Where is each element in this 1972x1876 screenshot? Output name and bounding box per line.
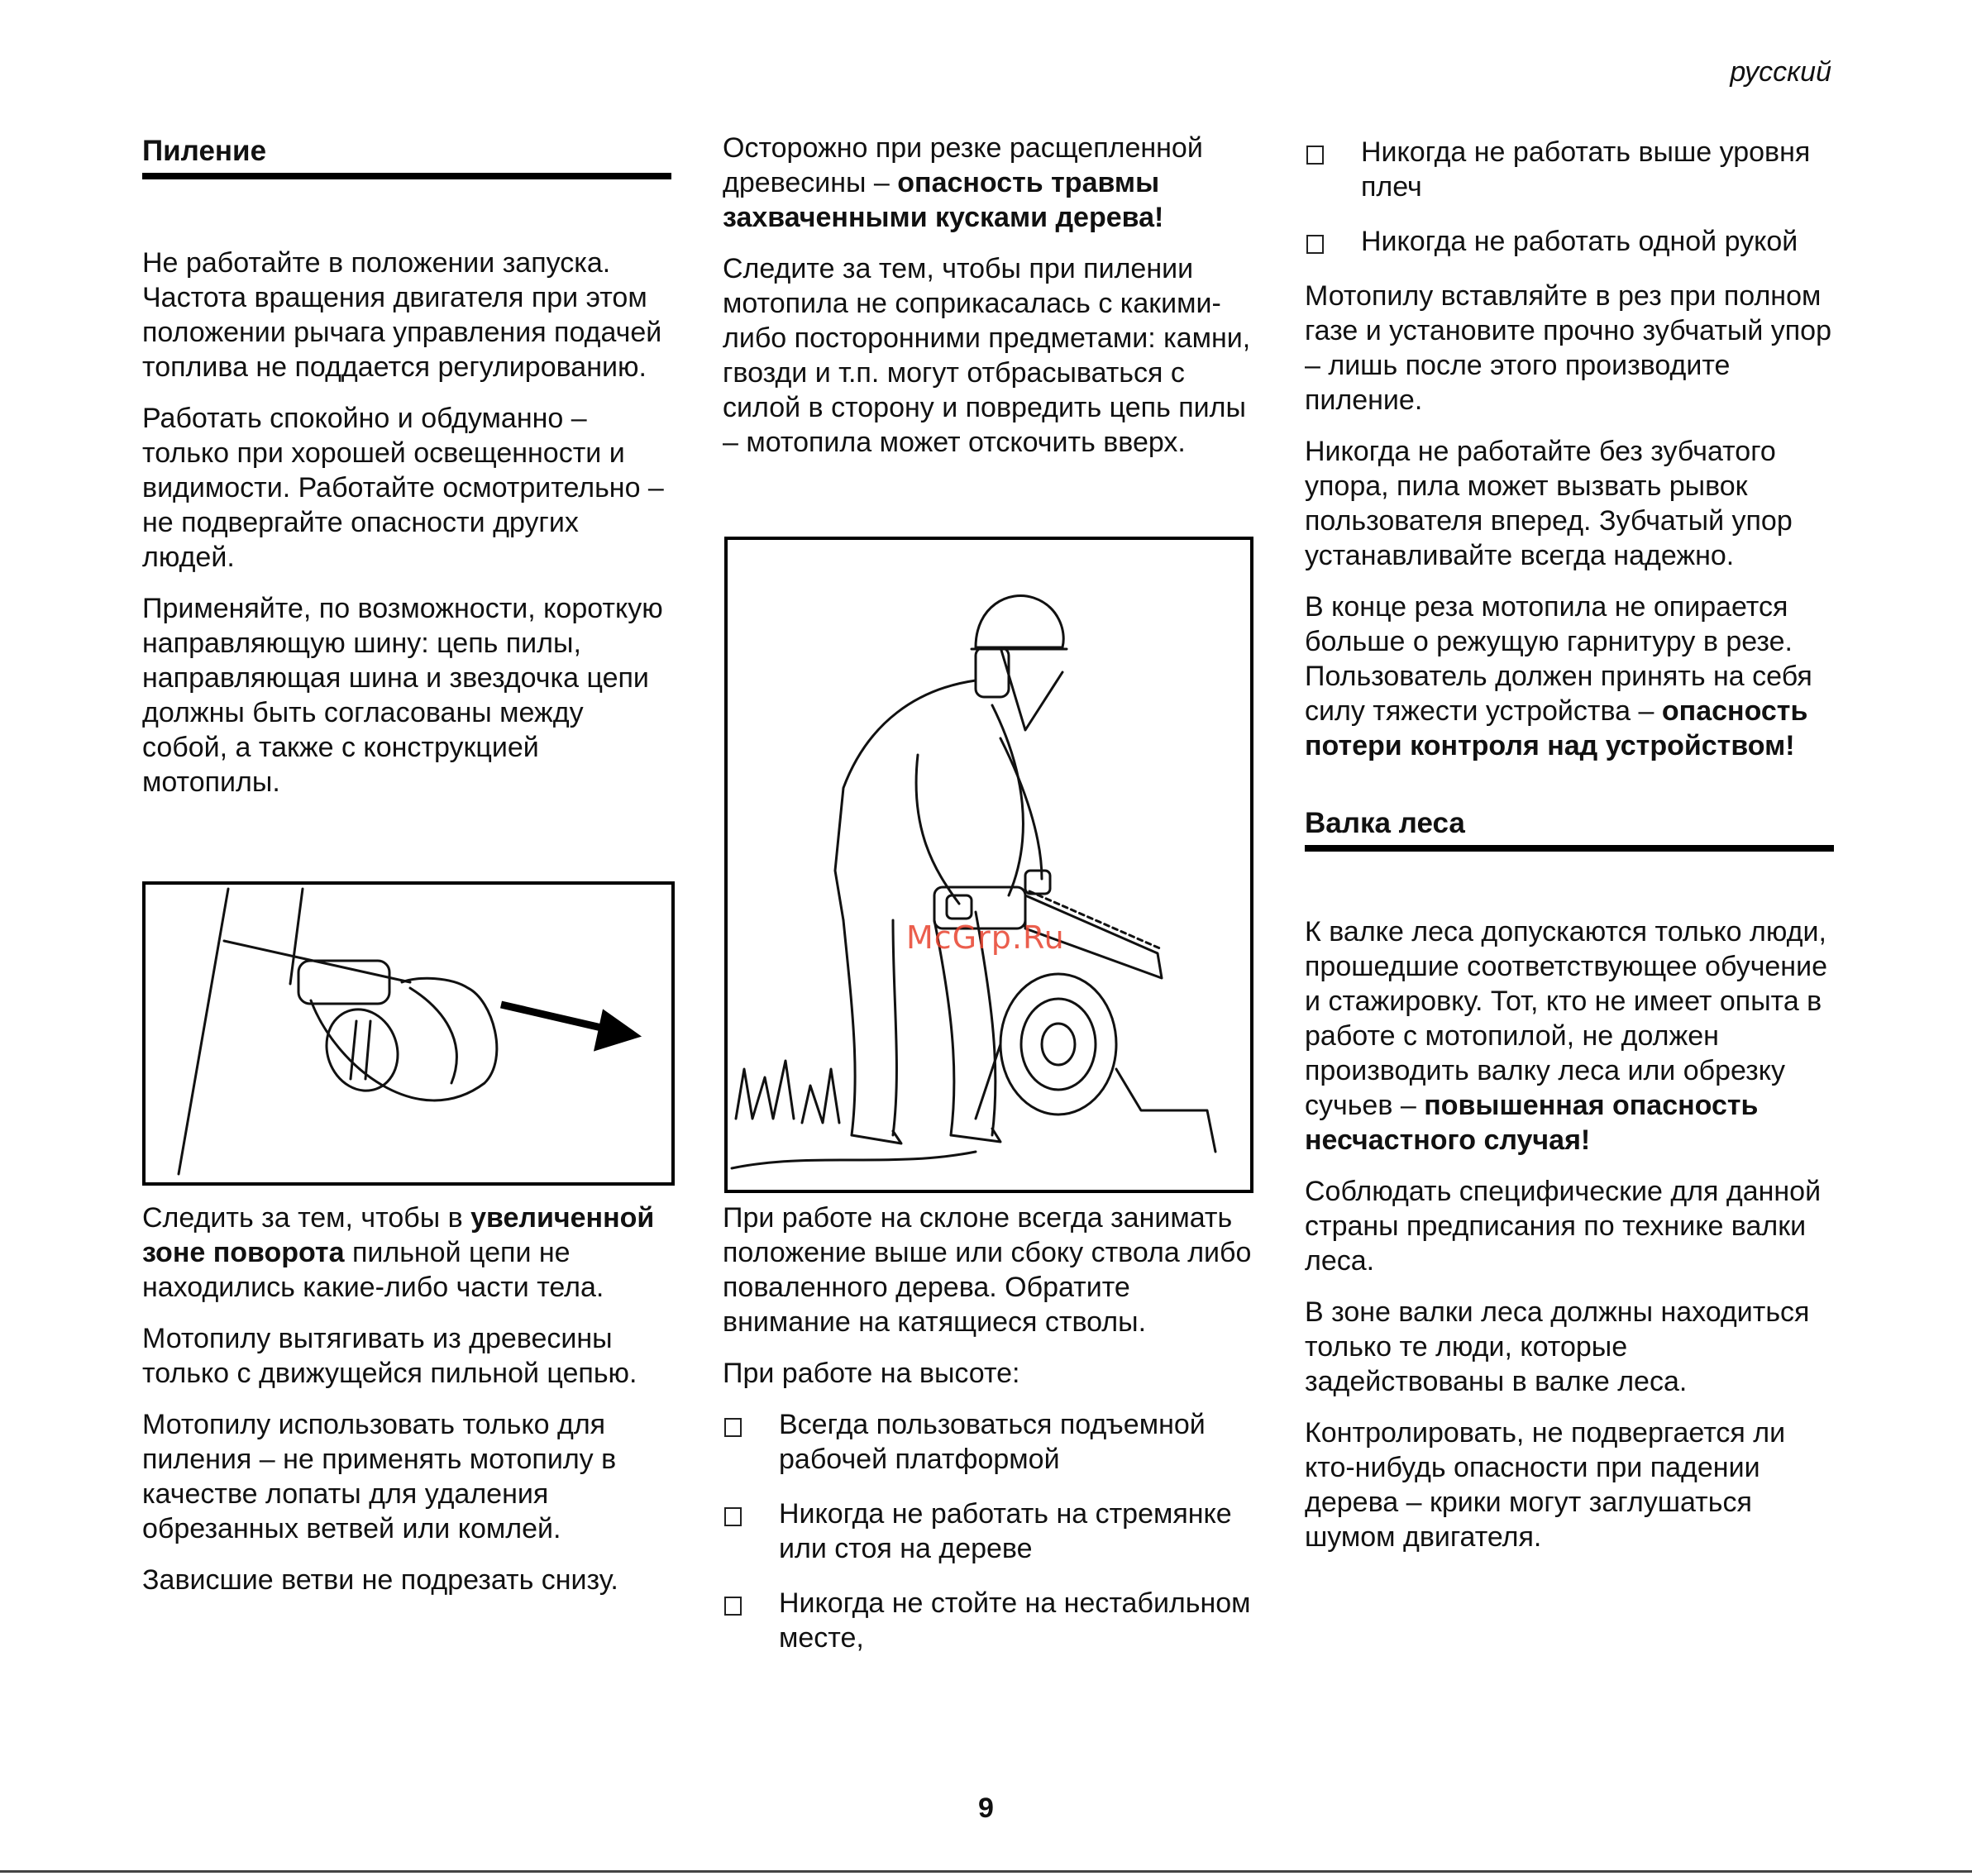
checkbox-bullet-icon — [724, 1507, 742, 1526]
checkbox-bullet-icon — [1306, 146, 1324, 165]
list-item — [723, 1497, 1252, 1566]
text-run: Следить за тем, чтобы в — [142, 1202, 463, 1234]
paragraph: Никогда не работайте без зубчатого упора, пила может вызвать рывок пользователя вперед. Зубчатый упор устанавливайте всегда надежно. — [1305, 436, 1793, 571]
checkbox-bullet-icon — [724, 1597, 742, 1616]
column-2-lower — [723, 1201, 1252, 1675]
header-language: русский — [1730, 56, 1831, 88]
paragraph: Соблюдать специфические для данной страны предписания по технике валки леса. — [1305, 1176, 1822, 1277]
watermark: McGrp.Ru — [906, 919, 1065, 956]
paragraph — [1305, 914, 1834, 1158]
paragraph: Не работайте в положении запуска. Частота вращения двигателя при этом положении рычага управления подачей топлива не поддается регулированию. — [142, 247, 662, 383]
chainsaw-topview-drawing — [146, 885, 671, 1182]
bold-text: увеличенной зоне поворота — [142, 1202, 655, 1268]
checkbox-bullet-icon — [1306, 235, 1324, 254]
paragraph: Работать спокойно и обдуманно – только при хорошей освещенности и видимости. Работайте осмотрительно – не подвергайте опасности других людей. — [142, 403, 664, 573]
column-1 — [142, 131, 671, 816]
illustration-worker-cutting-log — [724, 537, 1253, 1193]
paragraph: Зависшие ветви не подрезать снизу. — [142, 1564, 618, 1596]
list-item-text: Никогда не работать одной рукой — [1361, 226, 1798, 257]
paragraph — [1305, 590, 1834, 763]
section-heading-felling: Валка леса — [1305, 803, 1834, 852]
column-2 — [723, 131, 1252, 476]
text-run: Осторожно при резке расщепленной древесины – — [723, 132, 1203, 198]
list-item-text: Никогда не стойте на нестабильном месте, — [779, 1587, 1251, 1654]
worker-drawing — [728, 540, 1250, 1190]
list-item-text: Никогда не работать выше уровня плеч — [1361, 136, 1811, 203]
page-number: 9 — [978, 1792, 994, 1824]
text-run: пильной цепи не находились какие-либо части тела. — [142, 1237, 604, 1303]
text-run: В конце реза мотопила не опирается больше о режущую гарнитуру в резе. Пользователь должен принять на себя силу тяжести устройства – — [1305, 591, 1812, 727]
bold-text: опасность потери контроля над устройством! — [1305, 695, 1808, 761]
paragraph: При работе на высоте: — [723, 1358, 1020, 1389]
paragraph — [723, 131, 1252, 235]
bold-text: опасность травмы захваченными кусками дерева! — [723, 167, 1164, 233]
paragraph: Мотопилу вытягивать из древесины только с движущейся пильной цепью. — [142, 1323, 637, 1389]
paragraph: Мотопилу вставляйте в рез при полном газе и установите прочно зубчатый упор – лишь после этого производите пиление. — [1305, 280, 1832, 416]
bottom-rule — [0, 1870, 1972, 1873]
section-heading-sawing: Пиление — [142, 131, 671, 179]
text-run: К валке леса допускаются только люди, прошедшие соответствующее обучение и стажировку. Тот, кто не имеет опыта в работе с мотопилой, не должен производить валку леса или обрезку сучьев – — [1305, 916, 1827, 1121]
list-item — [723, 1407, 1252, 1477]
column-1-lower — [142, 1201, 671, 1614]
paragraph: Применяйте, по возможности, короткую направляющую шину: цепь пилы, направляющая шина и звездочка цепи должны быть согласованы между собой, а также с конструкцией мотопилы. — [142, 593, 663, 798]
illustration-swivel-zone — [142, 881, 675, 1186]
list-item — [723, 1586, 1252, 1655]
paragraph — [142, 1201, 671, 1305]
list-item — [1305, 135, 1834, 204]
paragraph: В зоне валки леса должны находиться только те люди, которые задействованы в валке леса. — [1305, 1296, 1810, 1397]
list-item-text: Никогда не работать на стремянке или стоя на дереве — [779, 1498, 1232, 1564]
list-item — [1305, 224, 1834, 259]
paragraph: Мотопилу использовать только для пиления – не применять мотопилу в качестве лопаты для удаления обрезанных ветвей или комлей. — [142, 1409, 617, 1544]
checkbox-bullet-icon — [724, 1418, 742, 1437]
paragraph: Следите за тем, чтобы при пилении мотопила не соприкасалась с какими-либо посторонними предметами: камни, гвозди и т.п. могут отбрасываться с силой в сторону и повредить цепь пилы – мотопила может отскочить вверх. — [723, 253, 1251, 458]
list-item-text: Всегда пользоваться подъемной рабочей платформой — [779, 1409, 1206, 1475]
paragraph: При работе на склоне всегда занимать положение выше или сбоку ствола либо поваленного дерева. Обратите внимание на катящиеся стволы. — [723, 1202, 1252, 1338]
bold-text: повышенная опасность несчастного случая! — [1305, 1090, 1759, 1156]
column-3 — [1305, 135, 1834, 1571]
paragraph: Контролировать, не подвергается ли кто-нибудь опасности при падении дерева – крики могут заглушаться шумом двигателя. — [1305, 1417, 1786, 1553]
